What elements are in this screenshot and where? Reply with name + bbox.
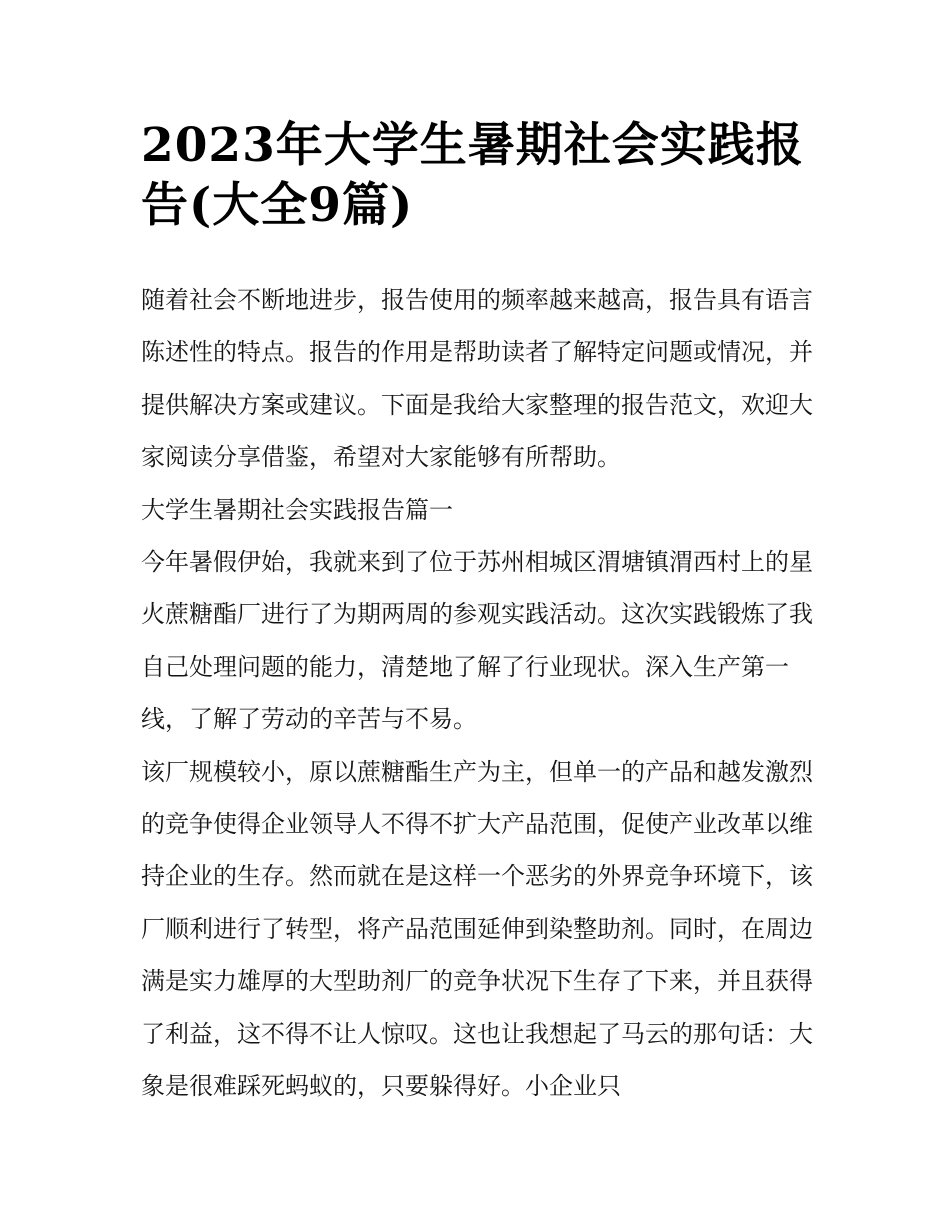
intro-paragraph: 随着社会不断地进步，报告使用的频率越来越高，报告具有语言陈述性的特点。报告的作用是帮助读者了解特定问题或情况，并提供解决方案或建议。下面是我给大家整理的报告范文，欢迎大家阅读分享借鉴，希望对大家能够有所帮助。 (141, 286, 813, 472)
body-paragraph-1: 今年暑假伊始，我就来到了位于苏州相城区渭塘镇渭西村上的星火蔗糖酯厂进行了为期两周的参观实践活动。这次实践锻炼了我自己处理问题的能力，清楚地了解了行业现状。深入生产第一线，了解了劳动的辛苦与不易。 (141, 548, 813, 734)
document-body (141, 274, 813, 1113)
section-heading: 大学生暑期社会实践报告篇一 (141, 495, 453, 524)
document-title: 2023年大学生暑期社会实践报告(大全9篇) (141, 118, 804, 233)
body-paragraph-2: 该厂规模较小，原以蔗糖酯生产为主，但单一的产品和越发激烈的竞争使得企业领导人不得不扩大产品范围，促使产业改革以维持企业的生存。然而就在是这样一个恶劣的外界竞争环境下，该厂顺利进行了转型，将产品范围延伸到染整助剂。同时，在周边满是实力雄厚的大型助剂厂的竞争状况下生存了下来，并且获得了利益，这不得不让人惊叹。这也让我想起了马云的那句话：大象是很难踩死蚂蚁的，只要躲得好。小企业只 (141, 757, 813, 1101)
